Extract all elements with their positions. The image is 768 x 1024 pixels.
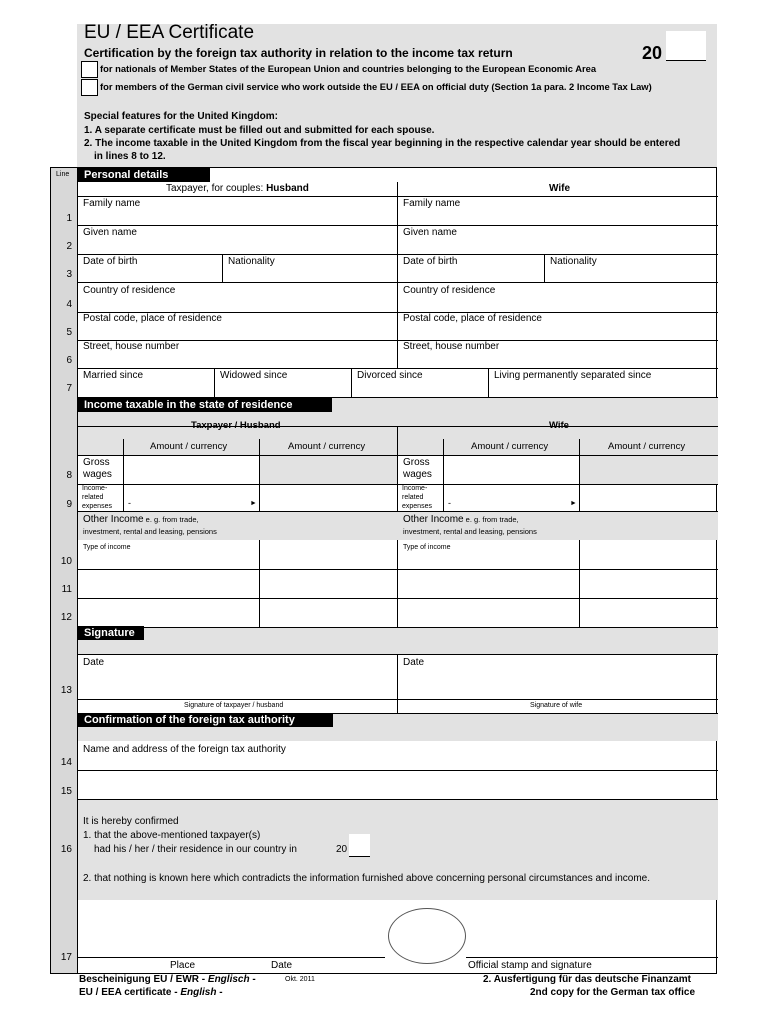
uk-special-2-cont: in lines 8 to 12. — [94, 151, 166, 162]
line-number: 6 — [66, 355, 72, 366]
husband-exp-3: expenses — [82, 503, 112, 510]
husband-wages-amount[interactable] — [124, 456, 259, 484]
wife-other-income: Other Income e. g. from trade, — [403, 514, 519, 525]
husband-nationality-field[interactable]: Nationality — [228, 256, 275, 267]
wife-minus: - — [448, 498, 451, 508]
line-number: 14 — [60, 757, 72, 768]
line-number: 10 — [60, 556, 72, 567]
line-number: 4 — [66, 299, 72, 310]
wife-wages-amount[interactable] — [444, 456, 579, 484]
husband-wages: wages — [83, 469, 112, 480]
husband-given-name-field[interactable]: Given name — [83, 227, 137, 238]
civil-service-label: for members of the German civil service who work outside the EU / EEA on official duty (Section 1a para. 2 Income Tax Law) — [100, 81, 652, 92]
separated-since-field[interactable]: Living permanently separated since — [494, 370, 652, 381]
wife-postal-field[interactable]: Postal code, place of residence — [403, 313, 542, 324]
wife-exp-2: related — [402, 494, 424, 501]
line-number: 16 — [60, 844, 72, 855]
husband-family-name-field[interactable]: Family name — [83, 198, 141, 209]
married-since-field[interactable]: Married since — [83, 370, 144, 381]
line-number: 9 — [66, 499, 72, 510]
residence-year-input[interactable] — [349, 834, 370, 857]
confirmed-text: It is hereby confirmed — [83, 816, 179, 827]
wife-head: Wife — [549, 183, 571, 194]
footer-right-de: 2. Ausfertigung für das deutsche Finanzamt — [483, 974, 691, 985]
husband-type-of-income: Type of income — [83, 544, 131, 551]
wife-wages-amount-2 — [580, 456, 718, 484]
date-field[interactable]: Date — [271, 960, 293, 971]
wife-exp-1: Income- — [402, 485, 428, 492]
husband-arrow-icon: ► — [250, 500, 257, 507]
confirmation-heading: Confirmation of the foreign tax authority — [78, 713, 333, 727]
uk-special-1: 1. A separate certificate must be filled out and submitted for each spouse. — [84, 125, 435, 136]
place-field[interactable]: Place — [170, 960, 196, 971]
personal-details-heading: Personal details — [78, 168, 210, 182]
husband-country-field[interactable]: Country of residence — [83, 285, 176, 296]
eu-nationals-checkbox[interactable] — [81, 61, 98, 78]
line-number: 8 — [66, 470, 72, 481]
husband-postal-field[interactable]: Postal code, place of residence — [83, 313, 222, 324]
form-title: EU / EEA Certificate — [84, 22, 255, 43]
husband-minus: - — [128, 498, 131, 508]
husband-gross: Gross — [83, 457, 110, 468]
footer-en: EU / EEA certificate - English - — [79, 987, 223, 998]
wife-nationality-field[interactable]: Nationality — [550, 256, 597, 267]
wife-gross: Gross — [403, 457, 430, 468]
official-stamp-signature[interactable]: Official stamp and signature — [468, 960, 592, 971]
line-number: 11 — [61, 584, 72, 595]
husband-signature-date[interactable]: Date — [83, 657, 105, 668]
form-subtitle: Certification by the foreign tax authority in relation to the income tax return — [84, 46, 513, 60]
line-number: 3 — [66, 269, 72, 280]
signature-heading: Signature — [78, 626, 144, 640]
husband-dob-field[interactable]: Date of birth — [83, 256, 138, 267]
year-prefix: 20 — [642, 43, 663, 63]
husband-other-income: Other Income e. g. from trade, — [83, 514, 199, 525]
taxpayer-husband-head: Taxpayer, for couples: Husband — [166, 183, 309, 194]
wife-street-field[interactable]: Street, house number — [403, 341, 500, 352]
husband-signature-line[interactable]: Signature of taxpayer / husband — [184, 702, 284, 709]
husband-amount-head-2: Amount / currency — [288, 441, 366, 452]
authority-name-address-field[interactable]: Name and address of the foreign tax authority — [83, 744, 286, 755]
confirm-item-1b: had his / her / their residence in our country in — [94, 844, 297, 855]
line-label: Line — [56, 171, 70, 178]
wife-exp-3: expenses — [402, 503, 432, 510]
line-number: 2 — [66, 241, 72, 252]
line-number: 7 — [66, 383, 72, 394]
wife-arrow-icon: ► — [570, 500, 577, 507]
footer-date: Okt. 2011 — [285, 976, 315, 983]
wife-country-field[interactable]: Country of residence — [403, 285, 496, 296]
civil-service-checkbox[interactable] — [81, 79, 98, 96]
confirm-item-2: 2. that nothing is known here which contradicts the information furnished above concerning personal circumstances and income. — [83, 873, 650, 884]
year-input[interactable] — [666, 31, 706, 61]
footer-right-en: 2nd copy for the German tax office — [530, 987, 696, 998]
wife-given-name-field[interactable]: Given name — [403, 227, 457, 238]
line-number: 1 — [66, 213, 72, 224]
husband-exp-1: Income- — [82, 485, 108, 492]
wife-dob-field[interactable]: Date of birth — [403, 256, 458, 267]
line-number: 12 — [60, 612, 72, 623]
line-number: 13 — [60, 685, 72, 696]
form-body — [77, 167, 717, 974]
wife-expenses-amount[interactable] — [444, 485, 579, 511]
wife-amount-head-1: Amount / currency — [471, 441, 549, 452]
wife-signature-line[interactable]: Signature of wife — [530, 702, 583, 709]
widowed-since-field[interactable]: Widowed since — [220, 370, 288, 381]
income-heading: Income taxable in the state of residence — [78, 398, 332, 412]
line-number: 17 — [60, 952, 72, 963]
wife-other-income-2: investment, rental and leasing, pensions — [403, 527, 537, 536]
husband-street-field[interactable]: Street, house number — [83, 341, 180, 352]
residence-year-prefix: 20 — [336, 844, 348, 855]
husband-wages-amount-2 — [260, 456, 397, 484]
eu-nationals-label: for nationals of Member States of the European Union and countries belonging to the European Economic Area — [100, 63, 597, 74]
wife-family-name-field[interactable]: Family name — [403, 198, 461, 209]
confirm-item-1a: 1. that the above-mentioned taxpayer(s) — [83, 830, 261, 841]
stamp-circle — [388, 908, 466, 964]
husband-expenses-amount[interactable] — [124, 485, 259, 511]
divorced-since-field[interactable]: Divorced since — [357, 370, 423, 381]
husband-other-income-2: investment, rental and leasing, pensions — [83, 527, 217, 536]
line-number: 5 — [66, 327, 72, 338]
husband-amount-head-1: Amount / currency — [150, 441, 228, 452]
wife-wages: wages — [403, 469, 432, 480]
line-number: 15 — [60, 786, 72, 797]
uk-special-title: Special features for the United Kingdom: — [84, 111, 278, 122]
wife-signature-date[interactable]: Date — [403, 657, 425, 668]
footer-de: Bescheinigung EU / EWR - Englisch - — [79, 974, 256, 985]
wife-type-of-income: Type of income — [403, 544, 451, 551]
husband-exp-2: related — [82, 494, 104, 501]
uk-special-2: 2. The income taxable in the United Kingdom from the fiscal year beginning in the respective calendar year should be entered — [84, 138, 681, 149]
wife-amount-head-2: Amount / currency — [608, 441, 686, 452]
